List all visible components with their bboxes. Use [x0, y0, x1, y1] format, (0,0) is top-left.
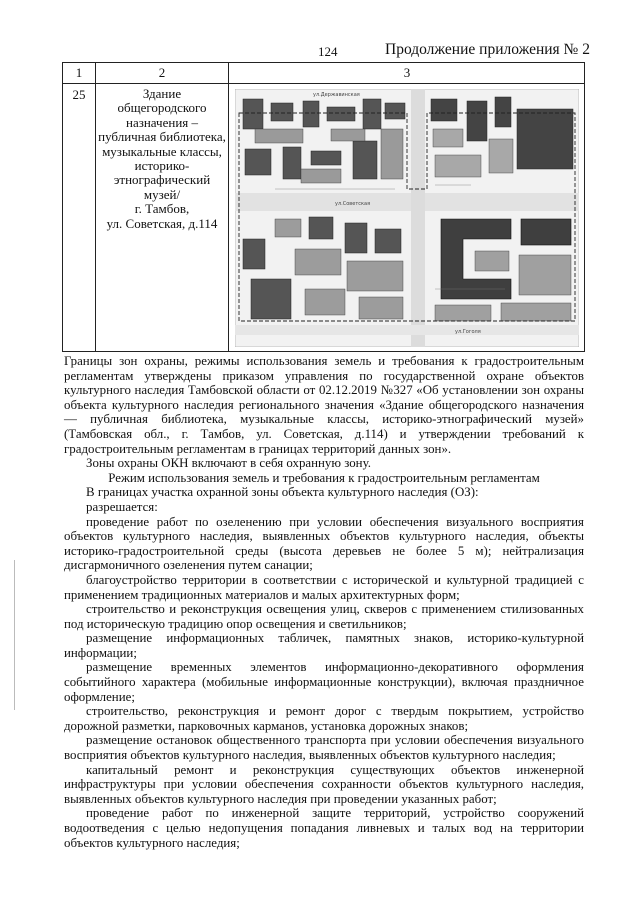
- list-item: размещение временных элементов информационно-декоративного оформления событийного характера (мобильные информационные конструкции), включая праздничное оформление;: [64, 660, 584, 704]
- objects-table: [62, 62, 585, 352]
- paragraph: Границы зон охраны, режимы использования земель и требования к градостроительным регламентам утверждены приказом управления по государственной охране объектов культурного наследия Тамбовской области от 02.12.2019 №327 «Об установлении зон охраны объекта культурного наследия регионального значения «Здание общегородского назначения — публичная библиотека, музыкальные классы, историко-этнографический музей» (Тамбовская обл., г. Тамбов, ул. Советская, д.114) и утверждении требований к градостроительным регламентам в границах территорий данных зон».: [64, 354, 584, 456]
- column-number-1: 1: [75, 65, 83, 80]
- object-name-line: музыкальные классы,: [102, 143, 222, 159]
- column-number-3: 3: [403, 65, 411, 80]
- list-item: размещение информационных табличек, памятных знаков, историко-культурной информации;: [64, 631, 584, 660]
- list-item: строительство и реконструкция освещения улиц, скверов с применением стилизованных под историческую традицию опор освещения и светильников;: [64, 602, 584, 631]
- object-name-line: назначения –: [125, 114, 199, 130]
- object-name-line: Здание: [142, 86, 182, 101]
- list-item: проведение работ по инженерной защите территорий, устройство сооружений водоотведения с целью недопущения попадания ливневых и талых вод на территории объектов культурного наследия;: [64, 806, 584, 850]
- list-item: строительство, реконструкция и ремонт дорог с твердым покрытием, устройство дорожной разметки, парковочных карманов, установка дорожных знаков;: [64, 704, 584, 733]
- map-street-label: ул.Советская: [335, 201, 371, 207]
- object-name-line: историко-: [134, 158, 190, 174]
- object-name-line: публичная библиотека,: [98, 129, 226, 145]
- object-name-line: музей/: [143, 186, 181, 202]
- map-street-label: ул.Державинская: [313, 92, 360, 98]
- object-name-line: этнографический: [113, 172, 211, 188]
- site-plan-map: [235, 89, 579, 347]
- map-street-label: ул.Гоголя: [455, 329, 481, 335]
- page-header-title: Продолжение приложения № 2: [385, 41, 590, 58]
- document-body: [64, 354, 584, 850]
- list-item: проведение работ по озеленению при условии обеспечения визуального восприятия объектов культурного наследия, выявленных объектов культурного наследия, объекты историко-градостроительной среды (высота деревьев не более 5 м); нейтрализация дисгармоничного озеленения путем санации;: [64, 514, 584, 573]
- section-heading: Режим использования земель и требования к градостроительным регламентам: [108, 470, 540, 485]
- object-name-line: общегородского: [117, 100, 207, 116]
- list-item: капитальный ремонт и реконструкция существующих объектов инженерной инфраструктуры при условии обеспечения сохранности объектов культурного наследия, выявленных объектов культурного наследия при проведении указанных работ;: [64, 762, 584, 806]
- table-column-divider: [228, 63, 229, 351]
- paragraph: разрешается:: [86, 499, 158, 514]
- object-name-line: ул. Советская, д.114: [106, 215, 218, 231]
- list-item: благоустройство территории в соответствии с исторической и культурной традицией с применением традиционных материалов и малых архитектурных форм;: [64, 572, 584, 602]
- object-name-line: г. Тамбов,: [134, 201, 190, 217]
- margin-mark: [14, 560, 15, 710]
- column-number-2: 2: [158, 65, 166, 80]
- row-number: 25: [72, 87, 86, 102]
- object-name: [96, 87, 228, 231]
- page-number: 124: [318, 44, 338, 59]
- list-item: размещение остановок общественного транспорта при условии обеспечения визуального восприятия объектов культурного наследия, выявленных объектов культурного наследия;: [64, 733, 584, 763]
- paragraph: В границах участка охранной зоны объекта культурного наследия (ОЗ):: [86, 485, 479, 500]
- paragraph: Зоны охраны ОКН включают в себя охранную зону.: [86, 456, 371, 471]
- table-header-divider: [63, 83, 584, 84]
